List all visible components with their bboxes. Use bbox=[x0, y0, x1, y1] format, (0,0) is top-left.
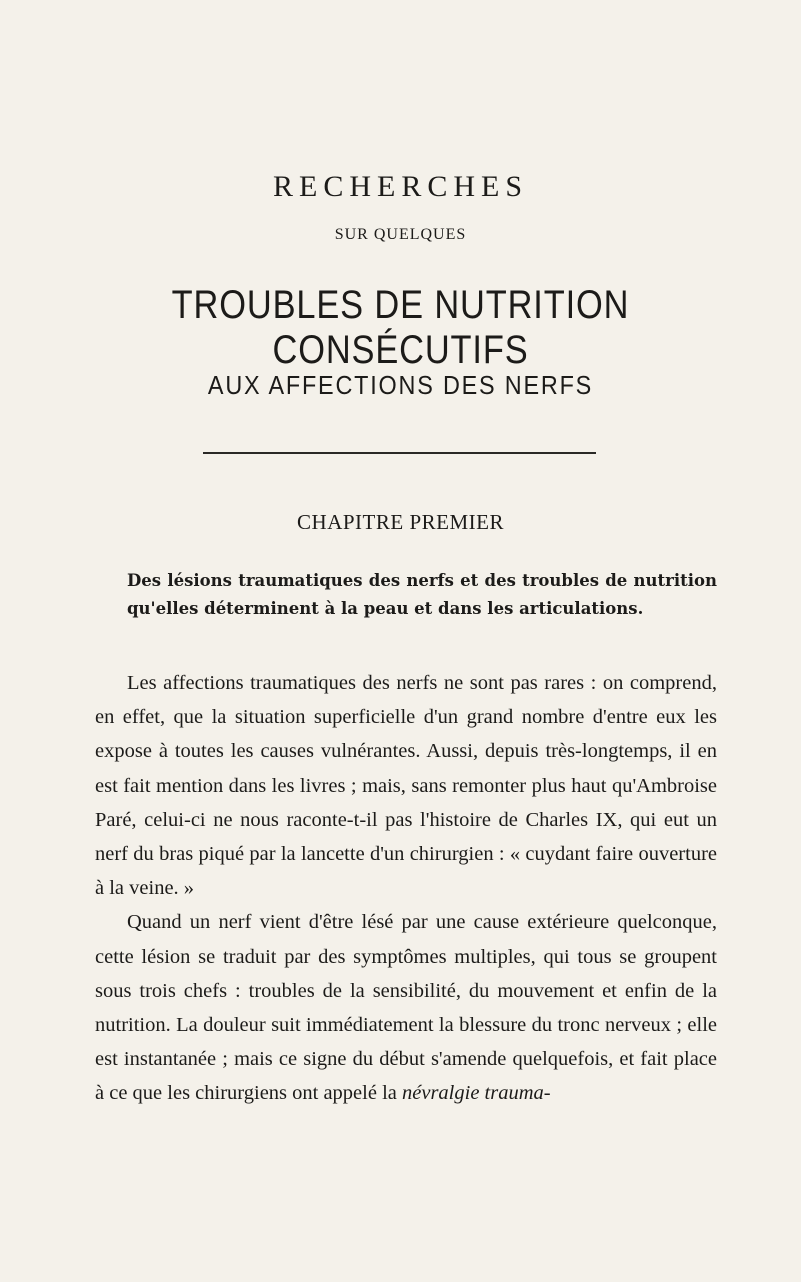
title-troubles-de-nutrition: TROUBLES DE NUTRITION CONSÉCUTIFS bbox=[171, 283, 630, 372]
chapter-summary: Des lésions traumatiques des nerfs et des troubles de nutrition qu'elles déterminent à la peau et dans les articulations. bbox=[127, 571, 717, 618]
title-recherches: RECHERCHES bbox=[272, 170, 529, 203]
title-sur-quelques: SUR QUELQUES bbox=[334, 226, 467, 243]
paragraph-2-italic: névralgie trauma- bbox=[402, 1082, 551, 1105]
chapter-heading: CHAPITRE PREMIER bbox=[297, 510, 504, 534]
title-affections-des-nerfs: AUX AFFECTIONS DES NERFS bbox=[207, 370, 594, 400]
paragraph-2 bbox=[95, 905, 717, 1110]
body-text bbox=[95, 666, 717, 1111]
paragraph-1: Les affections traumatiques des nerfs ne sont pas rares : on comprend, en effet, que la situation superficielle d'un grand nombre d'entre eux les expose à toutes les causes vulnérantes. Aussi, depuis très-longtemps, il en est fait mention dans les livres ; mais, sans remonter plus haut qu'Ambroise Paré, celui-ci ne nous raconte-t-il pas l'histoire de Charles IX, qui eut un nerf du bras piqué par la lancette d'un chirurgien : « cuydant faire ouverture à la veine. » bbox=[95, 672, 717, 900]
paragraph-2-text: Quand un nerf vient d'être lésé par une cause extérieure quelconque, cette lésion se traduit par des symptômes multiples, qui tous se groupent sous trois chefs : troubles de la sensibilité, du mouvement et enfin de la nutrition. La douleur suit immédiatement la blessure du tronc nerveux ; elle est instantanée ; mais ce signe du début s'amende quelquefois, et fait place à ce que les chirurgiens ont appelé la bbox=[95, 911, 717, 1105]
horizontal-rule bbox=[203, 452, 596, 454]
